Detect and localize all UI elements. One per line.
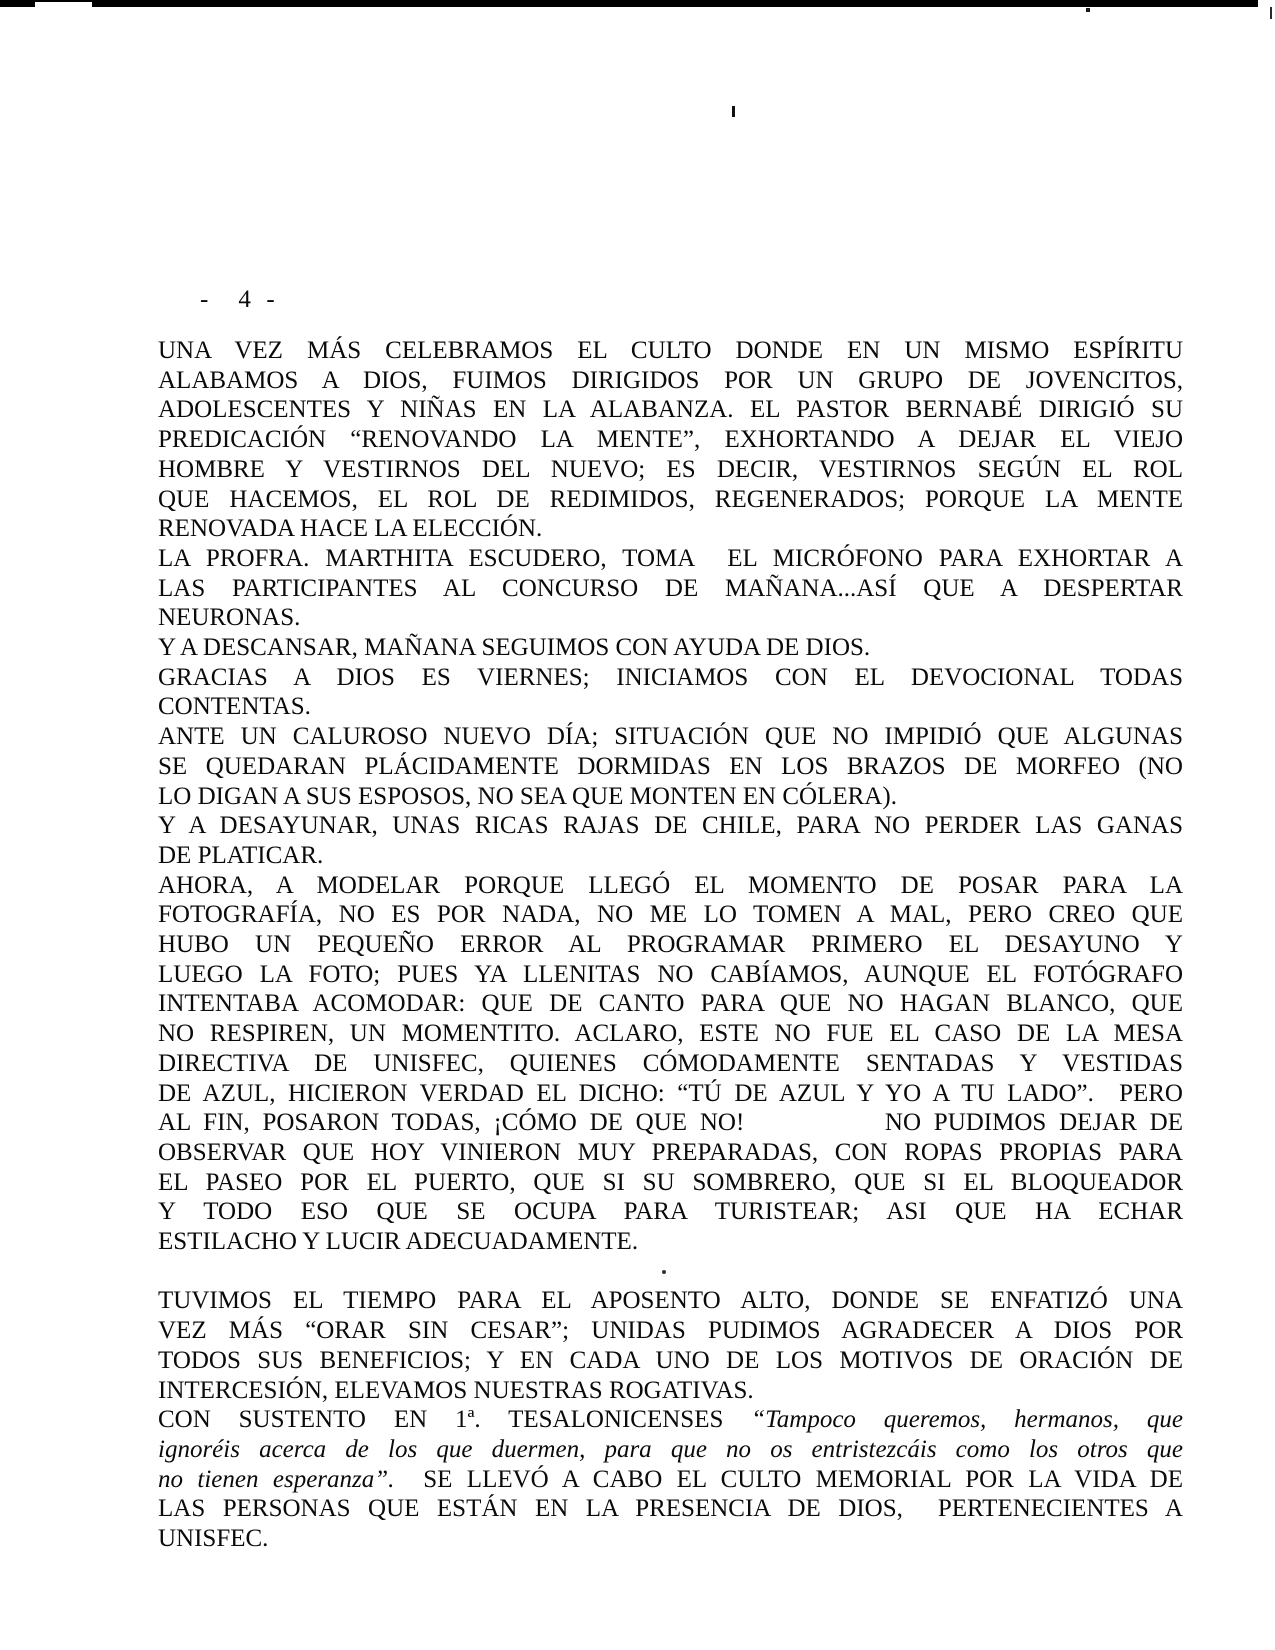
text-line <box>158 811 1183 841</box>
text-line <box>158 603 1183 633</box>
paragraph-spacer <box>158 1257 1183 1287</box>
body-text: CON SUSTENTO EN 1ª. TESALONICENSES <box>158 1406 752 1434</box>
body-text: OBSERVAR QUE HOY VINIERON MUY PREPARADAS, CON ROPAS PROPIAS PARA <box>158 1138 1183 1166</box>
text-line <box>158 485 1183 515</box>
body-text: DE AZUL, HICIERON VERDAD EL DICHO: “TÚ DE AZUL Y YO A TU LADO”. PERO <box>158 1079 1183 1107</box>
text-line <box>158 1019 1183 1049</box>
text-line <box>158 930 1183 960</box>
body-text: LO DIGAN A SUS ESPOSOS, NO SEA QUE MONTEN EN CÓLERA). <box>158 782 897 810</box>
text-line <box>158 1405 1183 1435</box>
text-line <box>158 1168 1183 1198</box>
text-line <box>158 871 1183 901</box>
text-line <box>158 1524 1183 1554</box>
body-text: INTENTABA ACOMODAR: QUE DE CANTO PARA QUE NO HAGAN BLANCO, QUE <box>158 990 1183 1018</box>
text-line <box>158 841 1183 871</box>
text-line <box>158 1049 1183 1079</box>
body-text: RENOVADA HACE LA ELECCIÓN. <box>158 515 543 543</box>
text-line <box>158 514 1183 544</box>
text-line <box>158 336 1183 366</box>
text-line <box>158 1286 1183 1316</box>
text-line <box>158 425 1183 455</box>
text-line <box>158 1435 1183 1465</box>
body-text: LAS PERSONAS QUE ESTÁN EN LA PRESENCIA DE DIOS, PERTENECIENTES A <box>158 1495 1183 1523</box>
text-line <box>158 1079 1183 1109</box>
body-text: EL PASEO POR EL PUERTO, QUE SI SU SOMBRERO, QUE SI EL BLOQUEADOR <box>158 1168 1183 1196</box>
text-line <box>158 1197 1183 1227</box>
body-text: DE PLATICAR. <box>158 841 324 869</box>
text-line <box>158 366 1183 396</box>
body-text: VEZ MÁS “ORAR SIN CESAR”; UNIDAS PUDIMOS AGRADECER A DIOS POR <box>158 1317 1183 1345</box>
scripture-quote-italic: no tienen esperanza”. <box>158 1465 424 1493</box>
body-text: ANTE UN CALUROSO NUEVO DÍA; SITUACIÓN QUE NO IMPIDIÓ QUE ALGUNAS <box>158 723 1183 751</box>
text-line <box>158 692 1183 722</box>
text-line <box>158 633 1183 663</box>
body-text: LAS PARTICIPANTES AL CONCURSO DE MAÑANA...ASÍ QUE A DESPERTAR <box>158 574 1183 602</box>
text-line <box>158 455 1183 485</box>
body-text: AHORA, A MODELAR PORQUE LLEGÓ EL MOMENTO DE POSAR PARA LA <box>158 871 1183 899</box>
text-line <box>158 960 1183 990</box>
scan-artifact-edge-mark <box>1270 7 1272 19</box>
text-line <box>158 1346 1183 1376</box>
text-line <box>158 722 1183 752</box>
text-line <box>158 989 1183 1019</box>
text-line <box>158 782 1183 812</box>
text-line <box>158 544 1183 574</box>
text-line <box>158 1376 1183 1406</box>
text-line <box>158 663 1183 693</box>
text-line <box>158 1108 1183 1138</box>
body-text: SE QUEDARAN PLÁCIDAMENTE DORMIDAS EN LOS BRAZOS DE MORFEO (NO <box>158 752 1183 780</box>
scripture-quote-italic: “Tampoco queremos, hermanos, que <box>751 1406 1183 1434</box>
scan-artifact-tick <box>732 106 735 117</box>
text-line <box>158 1316 1183 1346</box>
text-line <box>158 1465 1183 1495</box>
body-text: Y A DESCANSAR, MAÑANA SEGUIMOS CON AYUDA DE DIOS. <box>158 634 871 662</box>
scan-artifact-top-bar <box>0 0 1258 7</box>
body-text: TODOS SUS BENEFICIOS; Y EN CADA UNO DE LOS MOTIVOS DE ORACIÓN DE <box>158 1346 1183 1374</box>
body-text: ADOLESCENTES Y NIÑAS EN LA ALABANZA. EL PASTOR BERNABÉ DIRIGIÓ SU <box>158 396 1183 424</box>
scan-artifact-speck <box>1086 8 1090 12</box>
body-text: ESTILACHO Y LUCIR ADECUADAMENTE. <box>158 1228 639 1256</box>
body-text: NEURONAS. <box>158 604 301 632</box>
text-line <box>158 1494 1183 1524</box>
scan-artifact-top-bar-notch <box>35 2 92 8</box>
body-text: SE LLEVÓ A CABO EL CULTO MEMORIAL POR LA VIDA DE <box>423 1465 1183 1493</box>
text-line <box>158 1227 1183 1257</box>
body-text: HUBO UN PEQUEÑO ERROR AL PROGRAMAR PRIMERO EL DESAYUNO Y <box>158 931 1183 959</box>
body-text: Y A DESAYUNAR, UNAS RICAS RAJAS DE CHILE, PARA NO PERDER LAS GANAS <box>158 812 1183 840</box>
body-text: ALABAMOS A DIOS, FUIMOS DIRIGIDOS POR UN GRUPO DE JOVENCITOS, <box>158 366 1183 394</box>
body-text: FOTOGRAFÍA, NO ES POR NADA, NO ME LO TOMEN A MAL, PERO CREO QUE <box>158 901 1183 929</box>
body-text: HOMBRE Y VESTIRNOS DEL NUEVO; ES DECIR, VESTIRNOS SEGÚN EL ROL <box>158 455 1183 483</box>
body-text: DIRECTIVA DE UNISFEC, QUIENES CÓMODAMENTE SENTADAS Y VESTIDAS <box>158 1049 1183 1077</box>
body-text: QUE HACEMOS, EL ROL DE REDIMIDOS, REGENERADOS; PORQUE LA MENTE <box>158 485 1183 513</box>
body-text: LUEGO LA FOTO; PUES YA LLENITAS NO CABÍAMOS, AUNQUE EL FOTÓGRAFO <box>158 960 1183 988</box>
text-line <box>158 1138 1183 1168</box>
body-text: Y TODO ESO QUE SE OCUPA PARA TURISTEAR; ASI QUE HA ECHAR <box>158 1198 1183 1226</box>
page-number: - 4 - <box>200 286 276 313</box>
body-text: LA PROFRA. MARTHITA ESCUDERO, TOMA EL MICRÓFONO PARA EXHORTAR A <box>158 544 1183 572</box>
text-line <box>158 900 1183 930</box>
body-text: UNA VEZ MÁS CELEBRAMOS EL CULTO DONDE EN UN MISMO ESPÍRITU <box>158 337 1183 364</box>
body-text: GRACIAS A DIOS ES VIERNES; INICIAMOS CON EL DEVOCIONAL TODAS <box>158 663 1183 691</box>
text-line <box>158 752 1183 782</box>
body-text: NO RESPIREN, UN MOMENTITO. ACLARO, ESTE NO FUE EL CASO DE LA MESA <box>158 1020 1183 1048</box>
body-text: UNISFEC. <box>158 1525 269 1553</box>
body-text: AL FIN, POSARON TODAS, ¡CÓMO DE QUE NO! NO PUDIMOS DEJAR DE <box>158 1109 1183 1137</box>
scripture-quote-italic: ignoréis acerca de los que duermen, para que no os entristezcáis como los otros que <box>158 1436 1183 1463</box>
body-text: TUVIMOS EL TIEMPO PARA EL APOSENTO ALTO, DONDE SE ENFATIZÓ UNA <box>158 1287 1183 1315</box>
body-text: CONTENTAS. <box>158 693 311 721</box>
body-text: PREDICACIÓN “RENOVANDO LA MENTE”, EXHORTANDO A DEJAR EL VIEJO <box>158 426 1183 454</box>
body-text: INTERCESIÓN, ELEVAMOS NUESTRAS ROGATIVAS. <box>158 1376 754 1404</box>
text-line <box>158 395 1183 425</box>
document-text <box>158 336 1183 1554</box>
text-line <box>158 574 1183 604</box>
